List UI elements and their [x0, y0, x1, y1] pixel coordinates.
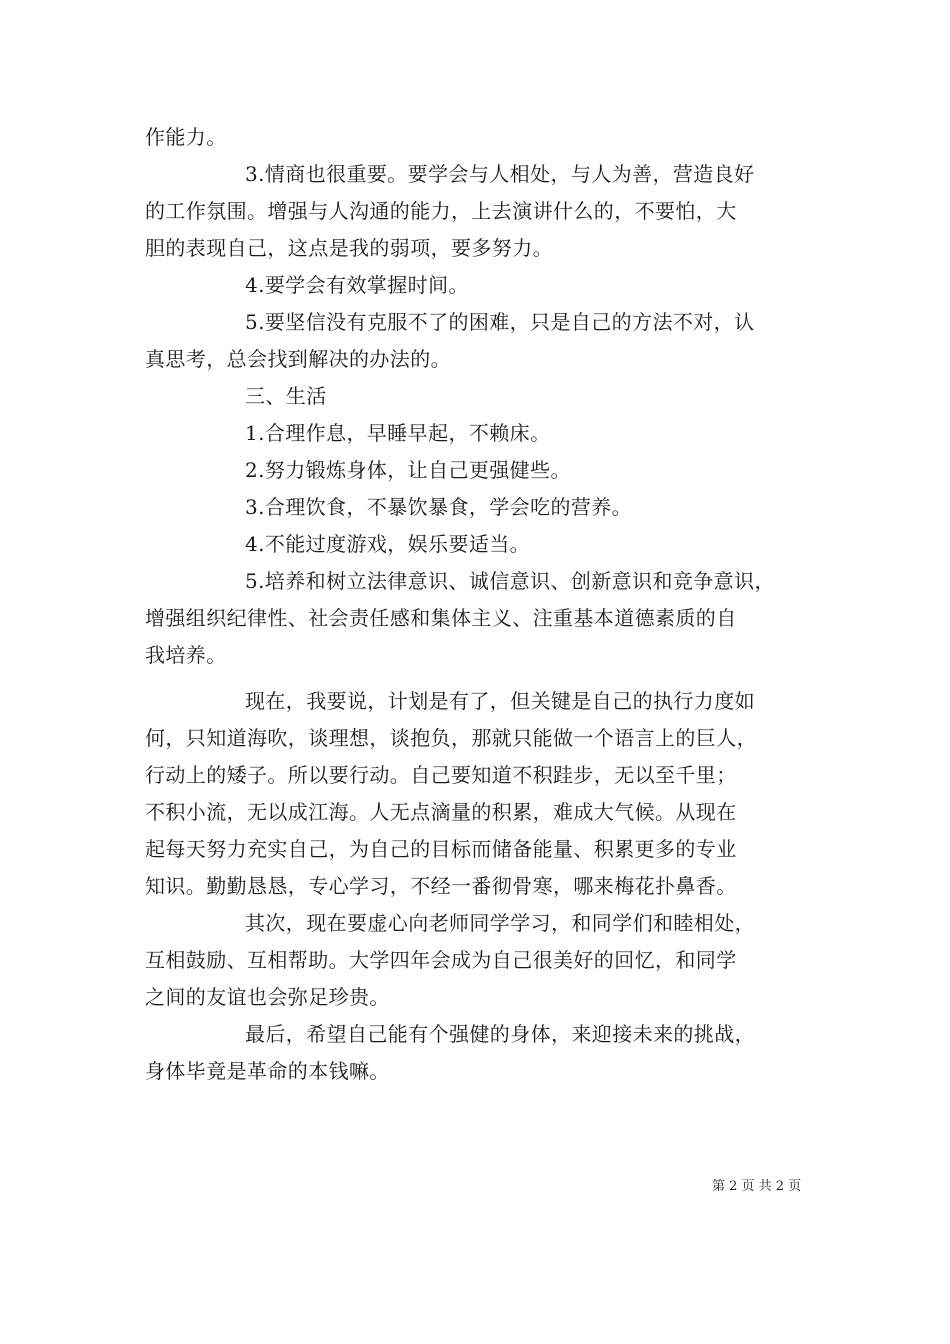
- text-line: 起每天努力充实自己，为自己的目标而储备能量、积累更多的专业: [145, 837, 737, 861]
- text-line: 的工作氛围。增强与人沟通的能力，上去演讲什么的，不要怕，大: [145, 199, 737, 223]
- text-line: 身体毕竟是革命的本钱嘛。: [145, 1059, 390, 1083]
- text-line: 最后，希望自己能有个强健的身体，来迎接未来的挑战，: [245, 1022, 755, 1046]
- section-heading: 三、生活: [245, 384, 327, 408]
- text-line: 我培养。: [145, 643, 227, 667]
- text-line: 不积小流，无以成江海。人无点滴量的积累，难成大气候。从现在: [145, 800, 737, 824]
- text-line: 其次，现在要虚心向老师同学学习，和同学们和睦相处，: [245, 911, 755, 935]
- document-body: [145, 119, 805, 1090]
- text-line: 5.要坚信没有克服不了的困难，只是自己的方法不对，认: [245, 310, 755, 334]
- text-line: 行动上的矮子。所以要行动。自己要知道不积跬步，无以至千里；: [145, 763, 737, 787]
- text-line: 知识。勤勤恳恳，专心学习，不经一番彻骨寒，哪来梅花扑鼻香。: [145, 874, 737, 898]
- paragraph-gap: [145, 674, 805, 683]
- text-line: 胆的表现自己，这点是我的弱项，要多努力。: [145, 236, 553, 260]
- text-line: 4.要学会有效掌握时间。: [245, 273, 469, 297]
- text-line: 现在，我要说，计划是有了，但关键是自己的执行力度如: [245, 689, 755, 713]
- text-line: 3.情商也很重要。要学会与人相处，与人为善，营造良好: [245, 162, 755, 186]
- text-line: 作能力。: [145, 125, 227, 149]
- text-line: 3.合理饮食，不暴饮暴食，学会吃的营养。: [245, 495, 633, 519]
- text-line: 5.培养和树立法律意识、诚信意识、创新意识和竞争意识，: [245, 569, 775, 593]
- text-line: 互相鼓励、互相帮助。大学四年会成为自己很美好的回忆，和同学: [145, 948, 737, 972]
- text-line: 何，只知道海吹，谈理想，谈抱负，那就只能做一个语言上的巨人，: [145, 726, 757, 750]
- text-line: 1.合理作息，早睡早起，不赖床。: [245, 421, 551, 445]
- text-line: 4.不能过度游戏，娱乐要适当。: [245, 532, 531, 556]
- text-line: 增强组织纪律性、社会责任感和集体主义、注重基本道德素质的自: [145, 606, 737, 630]
- text-line: 2.努力锻炼身体，让自己更强健些。: [245, 458, 571, 482]
- text-line: 之间的友谊也会弥足珍贵。: [145, 985, 390, 1009]
- page-number-footer: 第 2 页 共 2 页: [712, 1179, 802, 1194]
- text-line: 真思考，总会找到解决的办法的。: [145, 347, 451, 371]
